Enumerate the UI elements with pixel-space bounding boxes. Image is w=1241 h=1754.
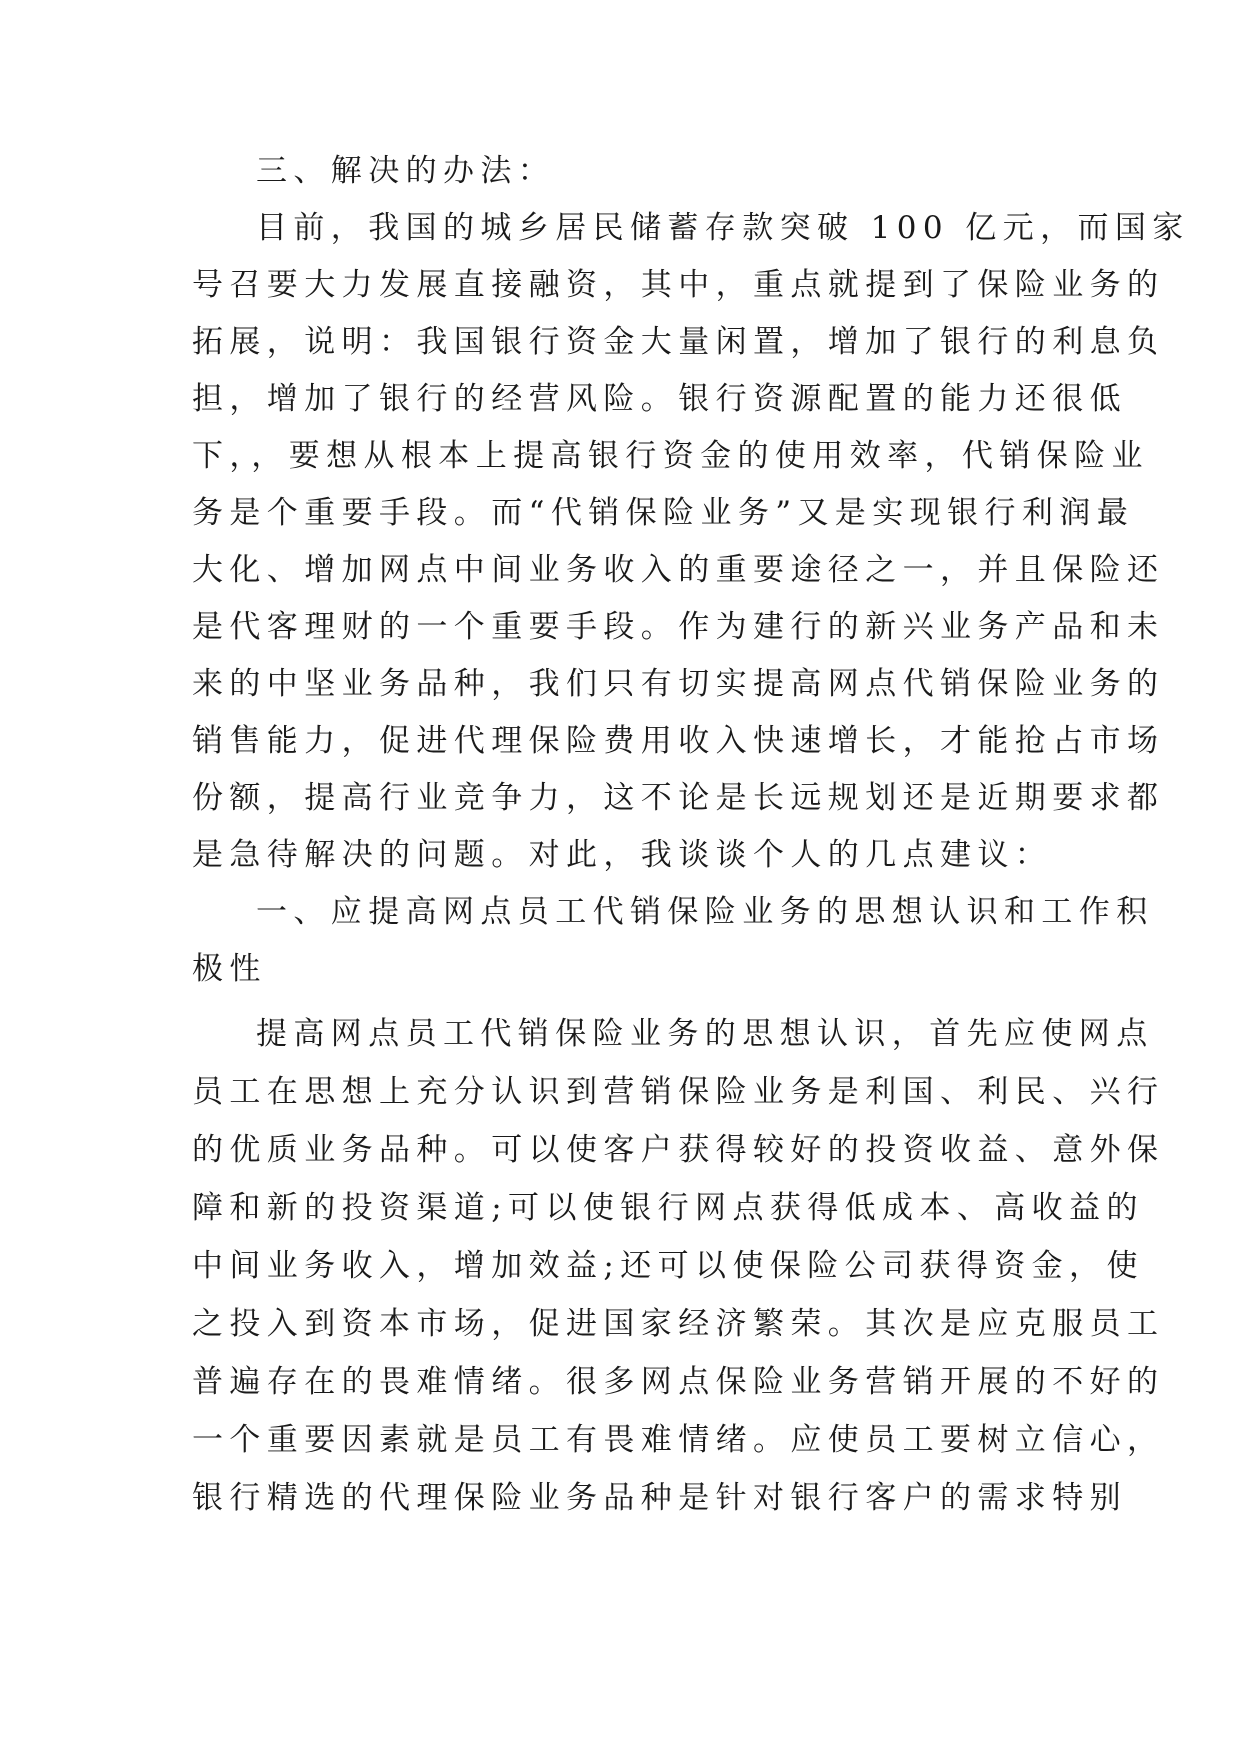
paragraph-line: 大化、增加网点中间业务收入的重要途径之一，并且保险还 [192,552,1165,588]
paragraph-line: 来的中坚业务品种，我们只有切实提高网点代销保险业务的 [192,666,1165,702]
paragraph-line: 号召要大力发展直接融资，其中，重点就提到了保险业务的 [192,267,1165,303]
paragraph-line: 一个重要因素就是员工有畏难情绪。应使员工要树立信心， [192,1422,1165,1458]
paragraph-line: 目前，我国的城乡居民储蓄存款突破 100 亿元，而国家 [256,210,1190,246]
section-heading-line: 极性 [192,951,267,987]
paragraph-line: 障和新的投资渠道;可以使银行网点获得低成本、高收益的 [192,1190,1144,1226]
paragraph-line: 拓展，说明：我国银行资金大量闲置，增加了银行的利息负 [192,324,1165,360]
paragraph-line: 担，增加了银行的经营风险。银行资源配置的能力还很低 [192,381,1127,417]
paragraph-line: 销售能力，促进代理保险费用收入快速增长，才能抢占市场 [192,723,1165,759]
paragraph-line: 中间业务收入，增加效益;还可以使保险公司获得资金，使 [192,1248,1144,1284]
paragraph-line: 是代客理财的一个重要手段。作为建行的新兴业务产品和未 [192,609,1165,645]
section-heading-line: 一、应提高网点员工代销保险业务的思想认识和工作积 [256,894,1154,930]
paragraph-line: 下，，要想从根本上提高银行资金的使用效率，代销保险业 [192,438,1149,474]
paragraph-line: 之投入到资本市场，促进国家经济繁荣。其次是应克服员工 [192,1306,1165,1342]
section-heading-solutions: 三、解决的办法： [256,153,556,189]
paragraph-line: 普遍存在的畏难情绪。很多网点保险业务营销开展的不好的 [192,1364,1165,1400]
paragraph-line: 员工在思想上充分认识到营销保险业务是利国、利民、兴行 [192,1074,1165,1110]
paragraph-line: 银行精选的代理保险业务品种是针对银行客户的需求特别 [192,1480,1127,1516]
paragraph-line: 是急待解决的问题。对此，我谈谈个人的几点建议： [192,837,1053,873]
paragraph-line: 份额，提高行业竞争力，这不论是长远规划还是近期要求都 [192,780,1165,816]
paragraph-line: 的优质业务品种。可以使客户获得较好的投资收益、意外保 [192,1132,1165,1168]
paragraph-line: 提高网点员工代销保险业务的思想认识，首先应使网点 [256,1016,1154,1052]
paragraph-line: 务是个重要手段。而“代销保险业务”又是实现银行利润最 [192,495,1135,531]
